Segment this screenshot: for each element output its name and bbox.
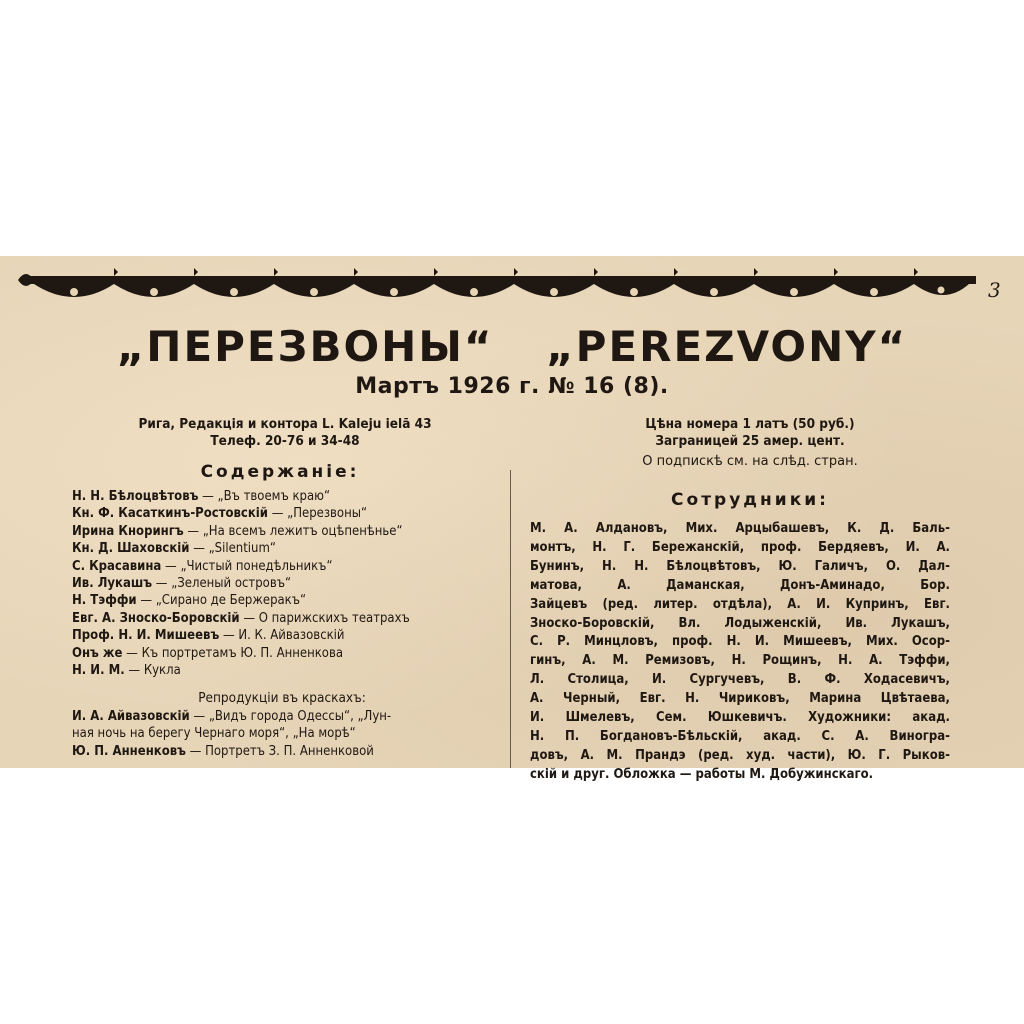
reproduction-item: ная ночь на берегу Чернаго моря“, „На морѣ“ bbox=[72, 726, 356, 742]
contents-heading: Содержаніе: bbox=[200, 462, 360, 482]
contents-item: Кн. Д. Шаховскій — „Silentium“ bbox=[72, 541, 276, 557]
column-divider bbox=[510, 470, 511, 768]
address-line: Рига, Редакція и контора L. Kaleju ielā 43 bbox=[138, 416, 432, 432]
staff-line: монтъ, Н. Г. Бережанскій, проф. Бердяевъ, И. А. bbox=[530, 539, 950, 555]
reproductions-list bbox=[72, 708, 492, 760]
masthead-title-cyrillic: „ПЕРЕЗВОНЫ“ bbox=[116, 322, 494, 371]
staff-line: довъ, А. М. Прандэ (ред. худ. части), Ю. Г. Рыков- bbox=[530, 747, 950, 763]
staff-line: М. А. Алдановъ, Мих. Арцыбашевъ, К. Д. Баль- bbox=[530, 521, 950, 536]
staff-heading: Сотрудники: bbox=[671, 490, 829, 510]
contents-item: Евг. А. Зноско-Боровскій — О парижскихъ театрахъ bbox=[72, 610, 410, 626]
contents-item: Ив. Лукашъ — „Зеленый островъ“ bbox=[72, 576, 292, 592]
staff-line: Зноско-Боровскій, Вл. Лодыженскій, Ив. Лукашъ, bbox=[530, 615, 950, 631]
staff-line: И. Шмелевъ, Сем. Юшкевичъ. Художники: акад. bbox=[530, 710, 950, 726]
staff-line: гинъ, А. М. Ремизовъ, Н. Рощинъ, Н. А. Тэффи, bbox=[530, 653, 950, 669]
staff-line: матова, А. Даманская, Донъ-Аминадо, Бор. bbox=[530, 577, 950, 593]
phone-line: Телеф. 20-76 и 34-48 bbox=[210, 433, 360, 449]
magazine-page bbox=[0, 256, 1024, 782]
contents-item: С. Красавина — „Чистый понедѣльникъ“ bbox=[72, 558, 333, 574]
contents-item: Ирина Кнорингъ — „На всемъ лежитъ оцѣпенѣнье“ bbox=[72, 523, 403, 539]
contents-item: Кн. Ф. Касаткинъ-Ростовскій — „Перезвоны“ bbox=[72, 506, 368, 522]
subscription-note: О подпискѣ см. на слѣд. стран. bbox=[642, 454, 858, 469]
staff-line: Зайцевъ (ред. литер. отдѣла), А. И. Купринъ, Евг. bbox=[530, 596, 950, 612]
masthead bbox=[0, 322, 1024, 371]
editorial-address bbox=[70, 416, 500, 450]
page-number: 3 bbox=[988, 278, 1001, 302]
foreign-price-line: Заграницей 25 амер. цент. bbox=[655, 433, 845, 449]
contents-item: Н. Тэффи — „Сирано де Бержеракъ“ bbox=[72, 593, 307, 609]
contents-list bbox=[72, 488, 492, 679]
staff-line: С. Р. Минцловъ, проф. Н. И. Мишеевъ, Мих. Осор- bbox=[530, 634, 950, 650]
masthead-title-latin: „PEREZVONY“ bbox=[546, 322, 908, 371]
price-line: Цѣна номера 1 латъ (50 руб.) bbox=[645, 416, 855, 432]
contents-item: Н. Н. Бѣлоцвѣтовъ — „Въ твоемъ краю“ bbox=[72, 489, 331, 504]
reproductions-heading: Репродукціи въ краскахъ: bbox=[198, 690, 366, 706]
staff-line: А. Черный, Евг. Н. Чириковъ, Марина Цвѣтаева, bbox=[530, 691, 950, 707]
issue-line: Мартъ 1926 г. № 16 (8). bbox=[355, 374, 669, 399]
contents-item: Н. И. М. — Кукла bbox=[72, 663, 181, 679]
price-block bbox=[560, 416, 940, 450]
staff-list bbox=[530, 520, 950, 785]
staff-line: Л. Столица, И. Сургучевъ, В. Ф. Ходасевичъ, bbox=[530, 672, 950, 688]
decorative-border-ornament bbox=[14, 262, 986, 310]
staff-line: скій и друг. Обложка — работы М. Добужинскаго. bbox=[530, 766, 874, 782]
reproduction-item: И. А. Айвазовскій — „Видъ города Одессы“, „Лун- bbox=[72, 709, 392, 724]
staff-line: Бунинъ, Н. Н. Бѣлоцвѣтовъ, Ю. Галичъ, О. Дал- bbox=[530, 558, 950, 574]
reproduction-item: Ю. П. Анненковъ — Портретъ З. П. Анненковой bbox=[72, 743, 374, 759]
staff-line: Н. П. Богдановъ-Бѣльскій, акад. С. А. Виногра- bbox=[530, 728, 950, 744]
contents-item: Онъ же — Къ портретамъ Ю. П. Анненкова bbox=[72, 645, 344, 661]
contents-item: Проф. Н. И. Мишеевъ — И. К. Айвазовскій bbox=[72, 628, 345, 644]
